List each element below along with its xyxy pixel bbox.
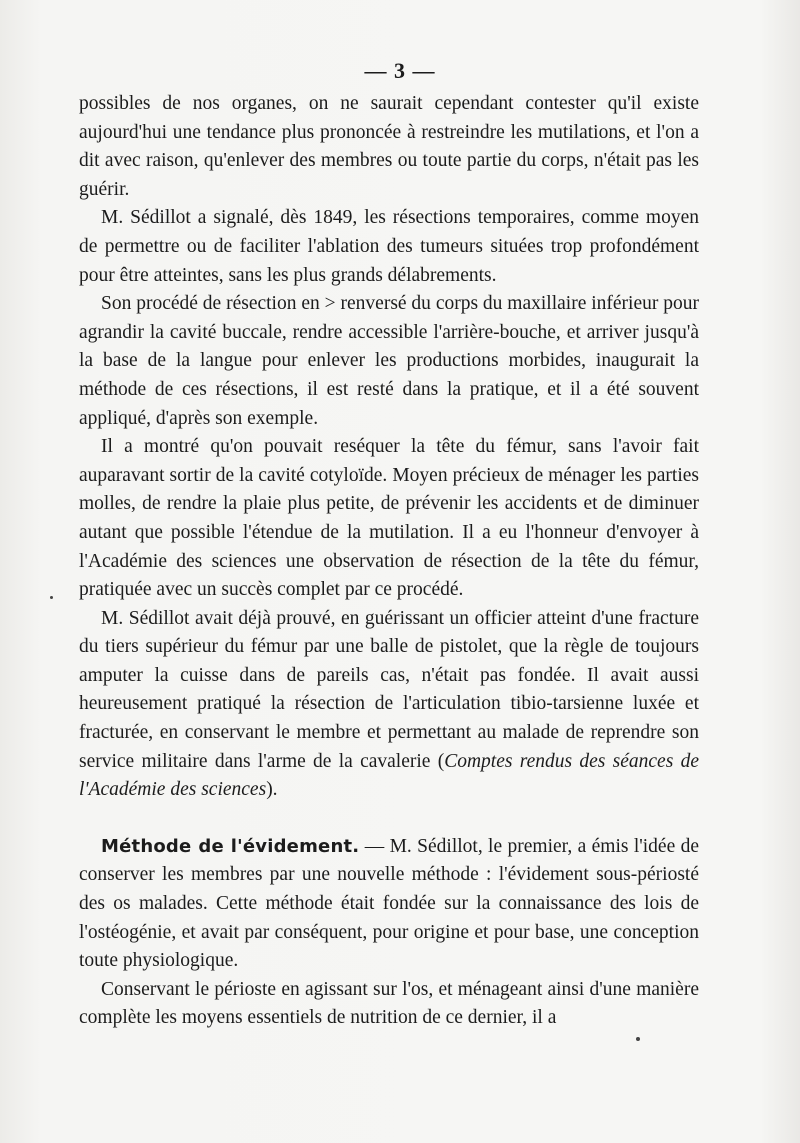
- body-text: [79, 90, 699, 1033]
- paragraph-2: M. Sédillot a signalé, dès 1849, les résections temporaires, comme moyen de permettre ou de faciliter l'ablation des tumeurs situées trop profondément pour être atteintes, sans les plus grands délabrements.: [79, 207, 699, 286]
- paragraph-4: Il a montré qu'on pouvait reséquer la tête du fémur, sans l'avoir fait auparavant sortir de la cavité cotyloïde. Moyen précieux de ménager les parties molles, de rendre la plaie plus petite, de prévenir les accidents et de diminuer autant que possible l'étendue de la mutilation. Il a eu l'honneur d'envoyer à l'Académie des sciences une observation de résection de la tête du fémur, pratiquée avec un succès complet par ce procédé.: [79, 436, 699, 601]
- page-number: — 3 —: [364, 58, 436, 83]
- paragraph-5-text: M. Sédillot avait déjà prouvé, en guérissant un officier atteint d'une fracture du tiers supérieur du fémur par une balle de pistolet, que la règle de toujours amputer la cuisse dans de pareils cas, n'était pas fondée. Il avait aussi heureusement pratiqué la résection de l'articulation tibio-tarsienne luxée et fracturée, en conservant le membre et permettant au malade de reprendre son service militaire dans l'arme de la cavalerie: [79, 607, 699, 772]
- citation-close: ).: [266, 779, 278, 801]
- paragraph-6-text: — M. Sédillot, le premier, a émis l'idée de conserver les membres par une nouvelle méthode : l'évidement sous-périosté des os malades. Cette méthode était fondée sur la connaissance des lois de l'ostéogénie, et avait par conséquent, pour origine et pour base, une conception toute physiologique.: [79, 835, 699, 972]
- paragraph-6: [79, 833, 699, 976]
- ink-speck: [50, 596, 53, 599]
- paragraph-5: [79, 605, 699, 805]
- paragraph-3: Son procédé de résection en > renversé du corps du maxillaire inférieur pour agrandir la cavité buccale, rendre accessible l'arrière-bouche, et arriver jusqu'à la base de la langue pour enlever les productions morbides, inaugurait la méthode de ces résections, il est resté dans la pratique, et il a été souvent appliqué, d'après son exemple.: [79, 293, 699, 429]
- citation: Comptes rendus des séances de l'Académie des sciences: [79, 750, 699, 801]
- paragraph-7: Conservant le périoste en agissant sur l'os, et ménageant ainsi d'une manière complète les moyens essentiels de nutrition de ce dernier, il a: [79, 978, 699, 1029]
- citation-open: (: [437, 750, 445, 772]
- paragraph-1: possibles de nos organes, on ne saurait cependant contester qu'il existe aujourd'hui une tendance plus prononcée à restreindre les mutilations, et l'on a dit avec raison, qu'enlever des membres ou toute partie du corps, n'était pas les guérir.: [79, 93, 699, 200]
- section-heading: Méthode de l'évidement.: [101, 835, 360, 857]
- ink-speck: [636, 1037, 640, 1041]
